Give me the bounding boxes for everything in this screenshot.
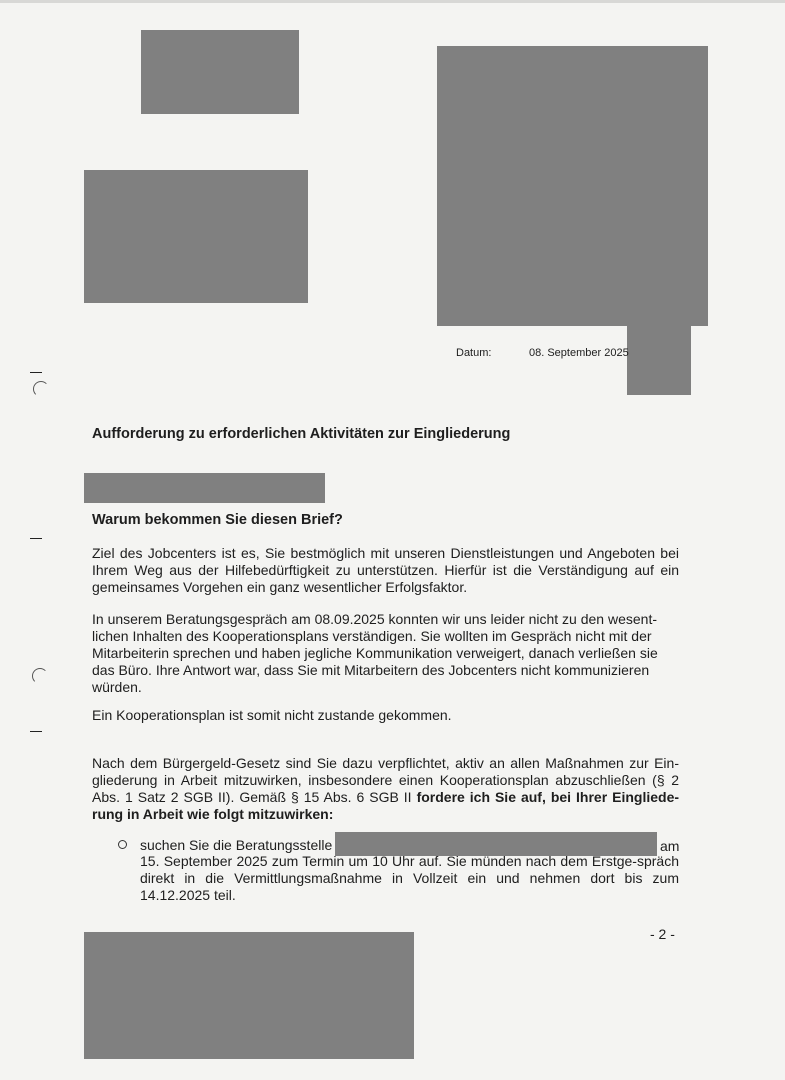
punch-mark [33,381,49,397]
redacted-recipient-address [84,170,308,303]
redacted-reference [84,473,325,503]
redacted-sender-info-tail [627,320,691,395]
obligation-text: Nach dem Bürgergeld-Gesetz sind Sie dazu verpflichtet, aktiv an allen Maßnahmen zur Ein-gliederung in Arbeit mitzuwirken, insbesondere einen Kooperationsplan abzuschließen (§ 2 Abs. 1 Satz 2 SGB II). Gemäß § 15 Abs. 6 SGB II [92,755,679,805]
paragraph-obligation [92,755,679,823]
list-item-end: am [660,838,680,854]
list-item-rest: 15. September 2025 zum Termin um 10 Uhr auf. Sie münden nach dem Erstge-spräch direkt in die Vermittlungsmaßnahme in Vollzeit ein und nehmen dort bis zum 14.12.2025 teil. [140,853,679,903]
list-bullet [118,840,127,849]
punch-mark [32,668,48,684]
page-number: - 2 - [650,926,675,942]
fold-mark [30,538,42,539]
fold-mark [30,731,42,732]
fold-mark [30,372,42,373]
scan-edge [0,0,785,3]
obligation-demand: fordere ich Sie auf, bei Ihrer Eingliede-rung in Arbeit wie folgt mitzuwirken: [92,789,680,822]
paragraph-result: Ein Kooperationsplan ist somit nicht zustande gekommen. [92,707,452,723]
date-value: 08. September 2025 [529,347,629,359]
redacted-logo [141,30,299,114]
list-item-start: suchen Sie die Beratungsstelle [140,837,333,853]
section-heading: Warum bekommen Sie diesen Brief? [92,512,343,528]
redacted-footer [84,932,414,1059]
paragraph-goal: Ziel des Jobcenters ist es, Sie bestmöglich mit unseren Dienstleistungen und Angeboten bei Ihrem Weg aus der Hilfebedürftigkeit zu unterstützen. Hierfür ist die Verständigung auf ein gemeinsames Vorgehen ein ganz wesentlicher Erfolgsfaktor. [92,545,679,595]
subject-line: Aufforderung zu erforderlichen Aktivitäten zur Eingliederung [92,426,511,442]
paragraph-consultation: In unserem Beratungsgespräch am 08.09.2025 konnten wir uns leider nicht zu den wesent-lichen Inhalten des Kooperationsplans verständigen. Sie wollten im Gespräch nicht mit der Mitarbeiterin sprechen und haben jegliche Kommunikation verweigert, danach verließen sie das Büro. Ihre Antwort war, dass Sie mit Mitarbeitern des Jobcenters nicht kommunizieren würden. [92,611,658,695]
redacted-sender-info [437,46,708,326]
date-label: Datum: [456,347,492,359]
